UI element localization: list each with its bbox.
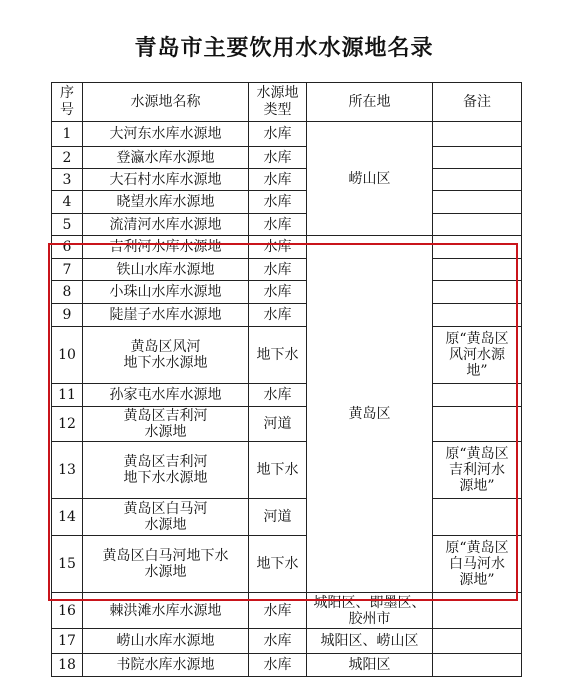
row-location: 城阳区、即墨区、 胶州市 [307, 593, 433, 629]
row-name: 黄岛区白马河地下水 水源地 [83, 536, 249, 593]
row-index: 13 [52, 442, 83, 499]
row-index: 16 [52, 593, 83, 629]
row-index: 5 [52, 214, 83, 236]
row-type: 水库 [249, 147, 307, 169]
row-note [433, 407, 522, 442]
row-note [433, 169, 522, 191]
table-row [52, 327, 522, 384]
row-index: 8 [52, 281, 83, 304]
table-row [52, 304, 522, 327]
row-note [433, 384, 522, 407]
table-header-row [52, 83, 522, 122]
row-type: 水库 [249, 593, 307, 629]
header-name: 水源地名称 [83, 83, 249, 122]
page-title: 青岛市主要饮用水水源地名录 [134, 36, 434, 61]
table-row [52, 384, 522, 407]
row-index: 3 [52, 169, 83, 191]
water-source-table [51, 82, 522, 677]
row-index: 1 [52, 122, 83, 147]
row-type: 地下水 [249, 536, 307, 593]
row-location: 崂山区 [307, 122, 433, 236]
row-location: 城阳区 [307, 654, 433, 677]
row-type: 水库 [249, 191, 307, 214]
row-type: 水库 [249, 214, 307, 236]
row-note [433, 499, 522, 536]
row-index: 7 [52, 259, 83, 281]
row-note: 原“黄岛区 白马河水 源地” [433, 536, 522, 593]
row-note [433, 147, 522, 169]
row-index: 2 [52, 147, 83, 169]
row-type: 地下水 [249, 327, 307, 384]
row-name: 吉利河水库水源地 [83, 236, 249, 259]
row-name: 大河东水库水源地 [83, 122, 249, 147]
row-name: 大石村水库水源地 [83, 169, 249, 191]
row-type: 水库 [249, 304, 307, 327]
row-index: 15 [52, 536, 83, 593]
row-index: 10 [52, 327, 83, 384]
row-name: 书院水库水源地 [83, 654, 249, 677]
header-type: 水源地类型 [249, 83, 307, 122]
header-index: 序号 [52, 83, 83, 122]
row-note [433, 654, 522, 677]
row-note: 原“黄岛区 吉利河水 源地” [433, 442, 522, 499]
row-index: 14 [52, 499, 83, 536]
row-type: 水库 [249, 259, 307, 281]
row-type: 水库 [249, 384, 307, 407]
row-note [433, 593, 522, 629]
row-name: 陡崖子水库水源地 [83, 304, 249, 327]
row-note [433, 236, 522, 259]
table-row [52, 536, 522, 593]
row-index: 12 [52, 407, 83, 442]
row-note [433, 259, 522, 281]
row-name: 流清河水库水源地 [83, 214, 249, 236]
row-note [433, 191, 522, 214]
table-row [52, 169, 522, 191]
table-row [52, 593, 522, 629]
row-note [433, 281, 522, 304]
table-row [52, 236, 522, 259]
row-name: 孙家屯水库水源地 [83, 384, 249, 407]
row-name: 黄岛区风河 地下水水源地 [83, 327, 249, 384]
row-type: 水库 [249, 169, 307, 191]
row-location: 黄岛区 [307, 236, 433, 593]
row-name: 晓望水库水源地 [83, 191, 249, 214]
row-note [433, 304, 522, 327]
row-name: 小珠山水库水源地 [83, 281, 249, 304]
row-name: 黄岛区吉利河 地下水水源地 [83, 442, 249, 499]
row-type: 水库 [249, 236, 307, 259]
row-type: 水库 [249, 629, 307, 654]
row-type: 河道 [249, 407, 307, 442]
row-name: 棘洪滩水库水源地 [83, 593, 249, 629]
row-name: 崂山水库水源地 [83, 629, 249, 654]
row-note: 原“黄岛区 风河水源 地” [433, 327, 522, 384]
header-location: 所在地 [307, 83, 433, 122]
row-name: 黄岛区吉利河 水源地 [83, 407, 249, 442]
row-location: 城阳区、崂山区 [307, 629, 433, 654]
table-row [52, 259, 522, 281]
row-type: 河道 [249, 499, 307, 536]
row-index: 9 [52, 304, 83, 327]
row-type: 水库 [249, 654, 307, 677]
table-row [52, 407, 522, 442]
table-row [52, 122, 522, 147]
row-name: 登瀛水库水源地 [83, 147, 249, 169]
row-index: 11 [52, 384, 83, 407]
table-row [52, 147, 522, 169]
row-index: 4 [52, 191, 83, 214]
row-note [433, 122, 522, 147]
table-row [52, 191, 522, 214]
row-type: 水库 [249, 122, 307, 147]
row-index: 6 [52, 236, 83, 259]
table-row [52, 214, 522, 236]
table-row [52, 281, 522, 304]
table-row [52, 442, 522, 499]
table-row [52, 654, 522, 677]
header-note: 备注 [433, 83, 522, 122]
row-name: 铁山水库水源地 [83, 259, 249, 281]
row-note [433, 629, 522, 654]
row-type: 地下水 [249, 442, 307, 499]
row-index: 17 [52, 629, 83, 654]
row-index: 18 [52, 654, 83, 677]
table-row [52, 629, 522, 654]
row-name: 黄岛区白马河 水源地 [83, 499, 249, 536]
table-row [52, 499, 522, 536]
row-note [433, 214, 522, 236]
row-type: 水库 [249, 281, 307, 304]
